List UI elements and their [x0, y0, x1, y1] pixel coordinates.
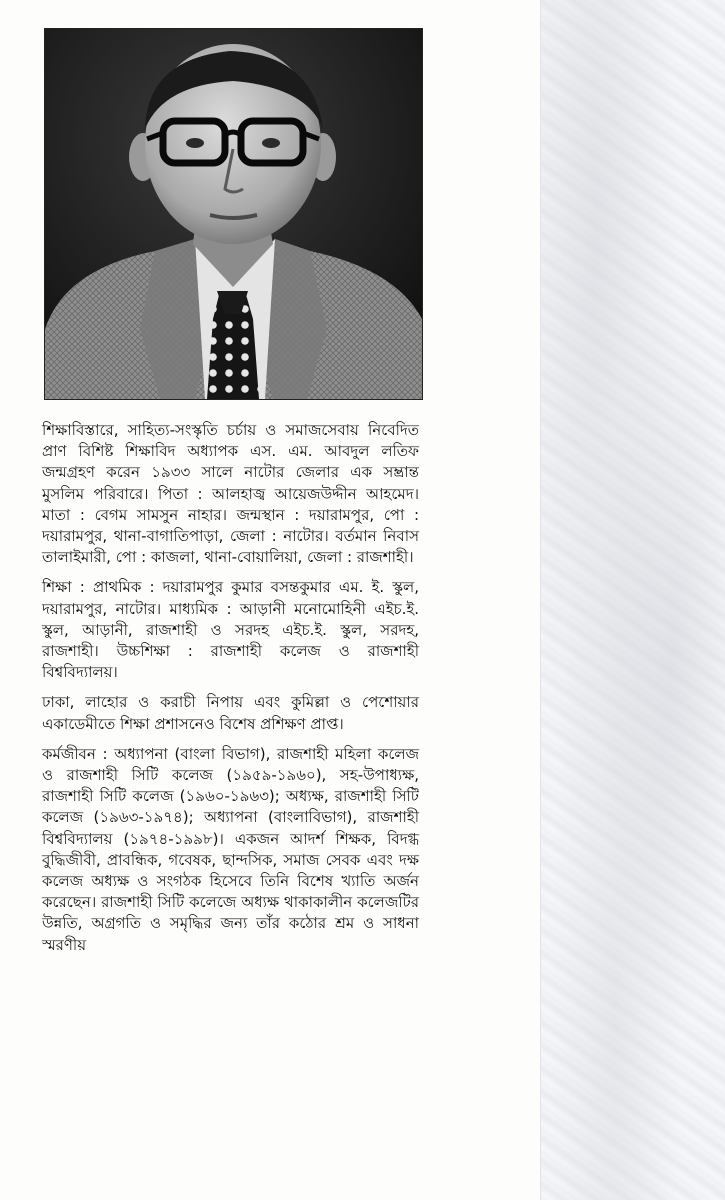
bio-paragraph-education: শিক্ষা : প্রাথমিক : দয়ারামপুর কুমার বসন্তকুমার এম. ই. স্কুল, দয়ারামপুর, নাটোর। মাধ্যমিক : আড়ানী মনোমোহিনী এইচ.ই. স্কুল, আড়ানী, রাজশাহী ও সরদহ এইচ.ই. স্কুল, সরদহ, রাজশাহী। উচ্চশিক্ষা : রাজশাহী কলেজ ও রাজশাহী বিশ্ববিদ্যালয়। [42, 578, 419, 682]
bio-paragraph-career: কর্মজীবন : অধ্যাপনা (বাংলা বিভাগ), রাজশাহী মহিলা কলেজ ও রাজশাহী সিটি কলেজ (১৯৫৯-১৯৬০), সহ-উপাধ্যক্ষ, রাজশাহী সিটি কলেজ (১৯৬০-১৯৬৩); অধ্যক্ষ, রাজশাহী সিটি কলেজ (১৯৬৩-১৯৭৪); অধ্যাপনা (বাংলাবিভাগ), রাজশাহী বিশ্ববিদ্যালয় (১৯৭৪-১৯৯৮)। একজন আদর্শ শিক্ষক, বিদগ্ধ বুদ্ধিজীবী, প্রাবন্ধিক, গবেষক, ছান্দসিক, সমাজ সেবক এবং দক্ষ কলেজ অধ্যক্ষ ও সংগঠক হিসেবে তিনি বিশেষ খ্যাতি অর্জন করেছেন। রাজশাহী সিটি কলেজে অধ্যক্ষ থাকাকালীন কলেজটির উন্নতি, অগ্রগতি ও সমৃদ্ধির জন্য তাঁর কঠোর শ্রম ও সাধনা স্মরণীয় [42, 744, 419, 954]
book-cover-edge [540, 0, 725, 1200]
bio-paragraph-training: ঢাকা, লাহোর ও করাচী নিপায় এবং কুমিল্লা ও পেশোয়ার একাডেমীতে শিক্ষা প্রশাসনেও বিশেষ প্রশিক্ষণ প্রাপ্ত। [42, 693, 419, 733]
bio-paragraph-intro: শিক্ষাবিস্তারে, সাহিত্য-সংস্কৃতি চর্চায় ও সমাজসেবায় নিবেদিত প্রাণ বিশিষ্ট শিক্ষাবিদ অধ্যাপক এস. এম. আবদুল লতিফ জন্মগ্রহণ করেন ১৯৩৩ সালে নাটোর জেলার এক সম্ভ্রান্ত মুসলিম পরিবারে। পিতা : আলহাজ্ব আয়েজউদ্দীন আহমেদ। মাতা : বেগম সামসুন নাহার। জন্মস্থান : দয়ারামপুর, পো : দয়ারামপুর, থানা-বাগাতিপাড়া, জেলা : নাটোর। বর্তমান নিবাস তালাইমারী, পো : কাজলা, থানা-বোয়ালিয়া, জেলা : রাজশাহী। [42, 421, 419, 567]
biography-text [42, 420, 419, 965]
author-portrait-photo [44, 28, 423, 400]
portrait-image [45, 29, 422, 399]
